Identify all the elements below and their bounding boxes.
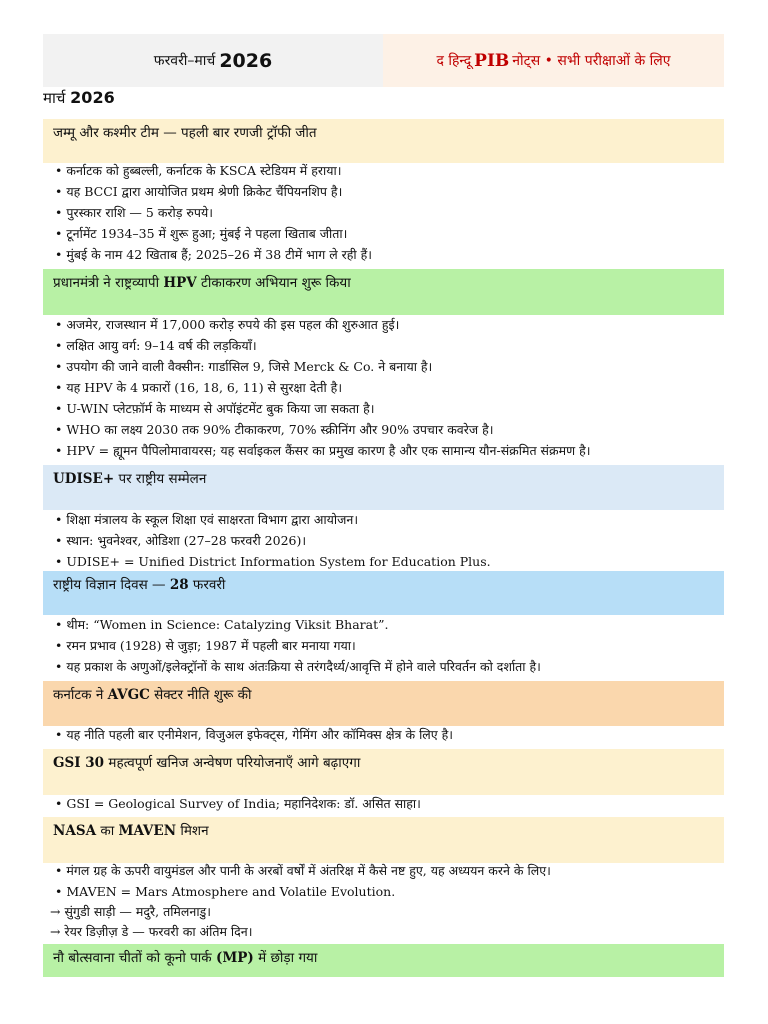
list-item: • यह प्रकाश के अणुओं/इलेक्ट्रॉनों के साथ अंतःक्रिया से तरंगदैर्ध्य/आवृत्ति में होने वाले परिवर्तन को दर्शाता है।	[55, 656, 720, 677]
list-item: • MAVEN = Mars Atmosphere and Volatile Evolution.	[55, 881, 720, 902]
section-title-post: टीकाकरण अभियान शुरू किया	[196, 275, 351, 291]
list-item: • GSI = Geological Survey of India; महानिदेशक: डॉ. असित साहा।	[55, 793, 720, 814]
arrow-item: → रेयर डिज़ीज़ डे — फरवरी का अंतिम दिन।	[50, 922, 252, 942]
month-year: 2026	[70, 88, 115, 107]
header-year: 2026	[219, 49, 273, 72]
section-title-bold: HPV	[163, 275, 197, 291]
section-cheetahs	[43, 944, 724, 977]
section-udise	[43, 465, 724, 510]
header-brand	[383, 34, 724, 87]
header-date	[43, 34, 383, 87]
header-brand-pre: द हिन्दू	[436, 53, 472, 69]
section-title-bold: UDISE+	[53, 471, 115, 487]
list-item: • U-WIN प्लेटफ़ॉर्म के माध्यम से अपॉइंटमेंट बुक किया जा सकता है।	[55, 398, 720, 419]
section-title-pre: राष्ट्रीय विज्ञान दिवस —	[53, 577, 170, 593]
section-avgc	[43, 681, 724, 726]
list-item: • पुरस्कार राशि — 5 करोड़ रुपये।	[55, 202, 720, 223]
list-item: • शिक्षा मंत्रालय के स्कूल शिक्षा एवं साक्षरता विभाग द्वारा आयोजन।	[55, 509, 720, 530]
section-title-post: पर राष्ट्रीय सम्मेलन	[114, 471, 207, 487]
list-item: • यह BCCI द्वारा आयोजित प्रथम श्रेणी क्रिकेट चैंपियनशिप है।	[55, 181, 720, 202]
list-item: • मुंबई के नाम 42 खिताब हैं; 2025–26 में 38 टीमें भाग ले रही हैं।	[55, 244, 720, 265]
header-brand-post: नोट्स • सभी परीक्षाओं के लिए	[512, 53, 671, 69]
list-item: • UDISE+ = Unified District Information System for Education Plus.	[55, 551, 720, 572]
hpv-list	[55, 314, 720, 461]
section-title-post: में छोड़ा गया	[253, 950, 318, 966]
list-item: • यह नीति पहली बार एनीमेशन, विजुअल इफेक्ट्स, गेमिंग और कॉमिक्स क्षेत्र के लिए है।	[55, 724, 720, 745]
section-title-mid: का	[96, 823, 119, 839]
science-day-list	[55, 614, 720, 677]
section-title-post: महत्वपूर्ण खनिज अन्वेषण परियोजनाएँ आगे बढ़ाएगा	[104, 755, 361, 771]
page-header	[43, 34, 724, 87]
udise-list	[55, 509, 720, 572]
list-item: • लक्षित आयु वर्ग: 9–14 वर्ष की लड़कियाँ।	[55, 335, 720, 356]
section-title-bold: AVGC	[107, 687, 150, 703]
list-item: • उपयोग की जाने वाली वैक्सीन: गार्डासिल 9, जिसे Merck & Co. ने बनाया है।	[55, 356, 720, 377]
list-item: • कर्नाटक को हुब्बल्ली, कर्नाटक के KSCA स्टेडियम में हराया।	[55, 160, 720, 181]
list-item: • टूर्नामेंट 1934–35 में शुरू हुआ; मुंबई ने पहला खिताब जीता।	[55, 223, 720, 244]
section-maven	[43, 817, 724, 863]
ranji-list	[55, 160, 720, 265]
section-title-bold: (MP)	[215, 950, 254, 966]
month-title	[43, 88, 115, 108]
section-title-bold: 28	[169, 577, 189, 593]
section-title-bold: GSI 30	[53, 755, 105, 771]
list-item: • WHO का लक्ष्य 2030 तक 90% टीकाकरण, 70% स्क्रीनिंग और 90% उपचार कवरेज है।	[55, 419, 720, 440]
maven-list	[55, 860, 720, 902]
avgc-list	[55, 724, 720, 745]
header-months: फरवरी–मार्च	[153, 53, 216, 69]
list-item: • अजमेर, राजस्थान में 17,000 करोड़ रुपये की इस पहल की शुरुआत हुई।	[55, 314, 720, 335]
section-title-bold2: MAVEN	[118, 823, 177, 839]
month-label: मार्च	[43, 89, 66, 107]
list-item: • रमन प्रभाव (1928) से जुड़ा; 1987 में पहली बार मनाया गया।	[55, 635, 720, 656]
section-title-pre: नौ बोत्सवाना चीतों को कूनो पार्क	[53, 950, 216, 966]
section-title-post: सेक्टर नीति शुरू की	[149, 687, 252, 703]
section-title: जम्मू और कश्मीर टीम — पहली बार रणजी ट्रॉफी जीत	[53, 125, 317, 141]
arrow-item: → सुंगुडी साड़ी — मदुरै, तमिलनाडु।	[50, 902, 252, 922]
section-ranji-trophy	[43, 119, 724, 163]
list-item: • मंगल ग्रह के ऊपरी वायुमंडल और पानी के अरबों वर्षों में अंतरिक्ष में कैसे नष्ट हुए, यह अध्ययन करने के लिए।	[55, 860, 720, 881]
section-science-day	[43, 571, 724, 615]
list-item: • HPV = ह्यूमन पैपिलोमावायरस; यह सर्वाइकल कैंसर का प्रमुख कारण है और एक सामान्य यौन-संक्रमित संक्रमण है।	[55, 440, 720, 461]
gsi-list	[55, 793, 720, 814]
section-hpv	[43, 269, 724, 315]
misc-arrow-list	[50, 902, 252, 942]
section-title-pre: प्रधानमंत्री ने राष्ट्रव्यापी	[53, 275, 164, 291]
header-brand-pib: PIB	[474, 50, 510, 71]
list-item: • थीम: “Women in Science: Catalyzing Viksit Bharat”.	[55, 614, 720, 635]
section-title-post: मिशन	[176, 823, 209, 839]
list-item: • स्थान: भुवनेश्वर, ओडिशा (27–28 फरवरी 2026)।	[55, 530, 720, 551]
section-title-pre: कर्नाटक ने	[53, 687, 108, 703]
list-item: • यह HPV के 4 प्रकारों (16, 18, 6, 11) से सुरक्षा देती है।	[55, 377, 720, 398]
section-title-bold: NASA	[53, 823, 97, 839]
section-gsi	[43, 749, 724, 795]
section-title-post: फरवरी	[188, 577, 226, 593]
